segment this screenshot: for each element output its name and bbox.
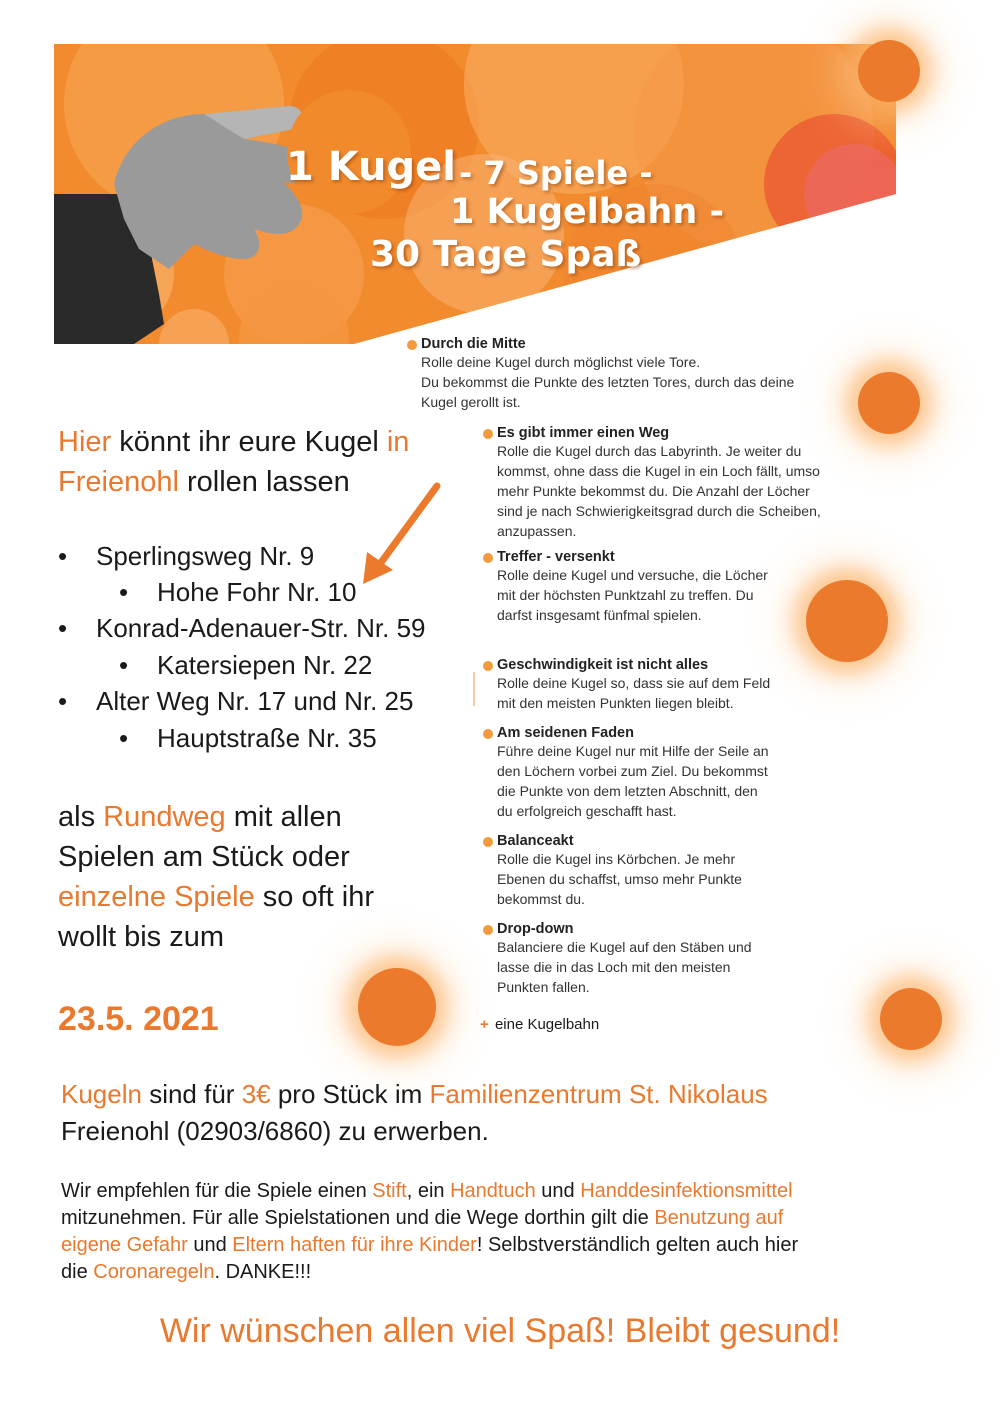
route-word: mit allen: [225, 801, 342, 833]
purchase-word: 3€: [241, 1079, 271, 1109]
intro-word: in: [386, 426, 410, 458]
purchase-word: Kugeln: [61, 1079, 142, 1109]
game-item: [483, 425, 821, 541]
purchase-info: [61, 1076, 961, 1150]
game-description-line: lasse die in das Loch mit den meisten: [497, 959, 731, 975]
game-description-line: Rolle deine Kugel und versuche, die Löcher: [497, 567, 768, 583]
bullet: •: [119, 577, 129, 607]
game-description-line: Balanciere die Kugel auf den Stäben und: [497, 939, 752, 955]
game-description-line: kommst, ohne dass die Kugel in ein Loch fällt, umso: [497, 463, 820, 479]
recommend-word: Coronaregeln: [93, 1261, 215, 1283]
intro-word: könnt ihr eure Kugel: [111, 426, 387, 458]
game-description-line: den Löchern vorbei zum Ziel. Du bekommst: [497, 763, 768, 779]
game-description-line: mehr Punkte bekommst du. Die Anzahl der Löcher: [497, 483, 810, 499]
end-date: 23.5. 2021: [58, 1000, 219, 1038]
plus-icon: +: [480, 1016, 489, 1033]
bullet: •: [58, 541, 68, 571]
game-description-line: darfst insgesamt fünfmal spielen.: [497, 607, 702, 623]
banner-title-line2: 1 Kugelbahn -: [450, 192, 724, 232]
banner-title-line1: 1 Kugel: [286, 144, 456, 190]
decorative-dot: [858, 372, 920, 434]
game-description-line: die Punkte von dem letzten Abschnitt, den: [497, 783, 758, 799]
extra-text: eine Kugelbahn: [494, 1016, 600, 1033]
game-title: Es gibt immer einen Weg: [483, 425, 821, 441]
recommend-word: und: [535, 1180, 581, 1202]
purchase-word: sind für: [141, 1079, 242, 1109]
game-description-line: mit den meisten Punkten liegen bleibt.: [497, 695, 734, 711]
bullet: •: [119, 650, 129, 680]
game-title: Balanceakt: [483, 833, 742, 849]
recommend-word: eigene Gefahr: [61, 1234, 188, 1256]
game-description-line: Ebenen du schaffst, umso mehr Punkte: [497, 871, 742, 887]
recommend-word: ! Selbstverständlich gelten auch hier: [476, 1234, 799, 1256]
banner-title-line3: 30 Tage Spaß: [370, 234, 642, 275]
game-item: [483, 921, 752, 997]
header-banner: [54, 44, 896, 344]
route-text: [58, 797, 458, 957]
bullet: •: [119, 723, 129, 753]
extra-item: [480, 1016, 599, 1033]
location-text: Katersiepen Nr. 22: [157, 650, 373, 680]
route-word: einzelne Spiele: [58, 881, 255, 913]
game-description-line: anzupassen.: [497, 523, 577, 539]
game-description-line: Kugel gerollt ist.: [421, 394, 521, 410]
game-item: [483, 833, 742, 909]
game-description-line: Führe deine Kugel nur mit Hilfe der Seile an: [497, 743, 769, 759]
game-description-line: du erfolgreich geschafft hast.: [497, 803, 677, 819]
intro-word: Hier: [58, 426, 112, 458]
recommend-word: Handdesinfektionsmittel: [580, 1180, 793, 1202]
closing-message: Wir wünschen allen viel Spaß! Bleibt gesund!: [159, 1312, 841, 1350]
recommend-word: die: [61, 1261, 94, 1283]
game-item: [483, 657, 770, 713]
recommend-word: Handtuch: [450, 1180, 536, 1202]
location-text: Sperlingsweg Nr. 9: [96, 541, 315, 571]
route-word: so oft ihr: [254, 881, 374, 913]
game-item: [407, 336, 794, 412]
game-description-line: sind je nach Schwierigkeitsgrad durch die Scheiben,: [497, 503, 821, 519]
game-title: Am seidenen Faden: [483, 725, 769, 741]
route-word: Spielen am Stück oder: [58, 841, 350, 873]
game-item: [483, 725, 769, 821]
game-description-line: bekommst du.: [497, 891, 585, 907]
location-text: Konrad-Adenauer-Str. Nr. 59: [96, 613, 426, 643]
recommend-word: Eltern haften für ihre Kinder: [232, 1234, 477, 1256]
recommend-word: und: [187, 1234, 233, 1256]
game-description-line: Rolle deine Kugel durch möglichst viele Tore.: [421, 354, 701, 370]
recommendation-text: [61, 1178, 941, 1286]
recommend-word: Wir empfehlen für die Spiele einen: [61, 1180, 373, 1202]
purchase-word: Familienzentrum St. Nikolaus: [429, 1079, 768, 1109]
game-title: Durch die Mitte: [407, 336, 794, 352]
game-title: Geschwindigkeit ist nicht alles: [483, 657, 770, 673]
recommend-word: Stift: [372, 1180, 407, 1202]
game-description-line: Rolle deine Kugel so, dass sie auf dem Feld: [497, 675, 771, 691]
location-text: Alter Weg Nr. 17 und Nr. 25: [96, 686, 414, 716]
locations-list: [58, 538, 458, 758]
decorative-dot: [858, 40, 920, 102]
route-word: Rundweg: [103, 801, 226, 833]
intro-word: rollen lassen: [178, 466, 350, 498]
location-text: Hohe Fohr Nr. 10: [157, 577, 357, 607]
game-description-line: Rolle die Kugel ins Körbchen. Je mehr: [497, 851, 736, 867]
game-title: Drop-down: [483, 921, 752, 937]
decorative-dot: [880, 988, 942, 1050]
route-word: als: [58, 801, 104, 833]
divider: [473, 672, 475, 706]
bullet: •: [58, 613, 68, 643]
recommend-word: . DANKE!!!: [214, 1261, 312, 1283]
bullet: •: [58, 686, 68, 716]
purchase-word: pro Stück im: [270, 1079, 430, 1109]
game-title: Treffer - versenkt: [483, 549, 768, 565]
purchase-word: Freienohl (02903/6860) zu erwerben.: [61, 1116, 489, 1146]
game-item: [483, 549, 768, 625]
game-description-line: mit der höchsten Punktzahl zu treffen. Du: [497, 587, 754, 603]
recommend-word: Benutzung auf: [654, 1207, 784, 1229]
game-description-line: Rolle die Kugel durch das Labyrinth. Je weiter du: [497, 443, 802, 459]
recommend-word: mitzunehmen. Für alle Spielstationen und die Wege dorthin gilt die: [61, 1207, 655, 1229]
route-word: wollt bis zum: [58, 921, 224, 953]
game-description-line: Punkten fallen.: [497, 979, 590, 995]
banner-title-line1b: - 7 Spiele -: [459, 154, 653, 192]
game-description-line: Du bekommst die Punkte des letzten Tores, durch das deine: [421, 374, 795, 390]
recommend-word: , ein: [406, 1180, 451, 1202]
intro-word: Freienohl: [58, 466, 179, 498]
location-text: Hauptstraße Nr. 35: [157, 723, 377, 753]
